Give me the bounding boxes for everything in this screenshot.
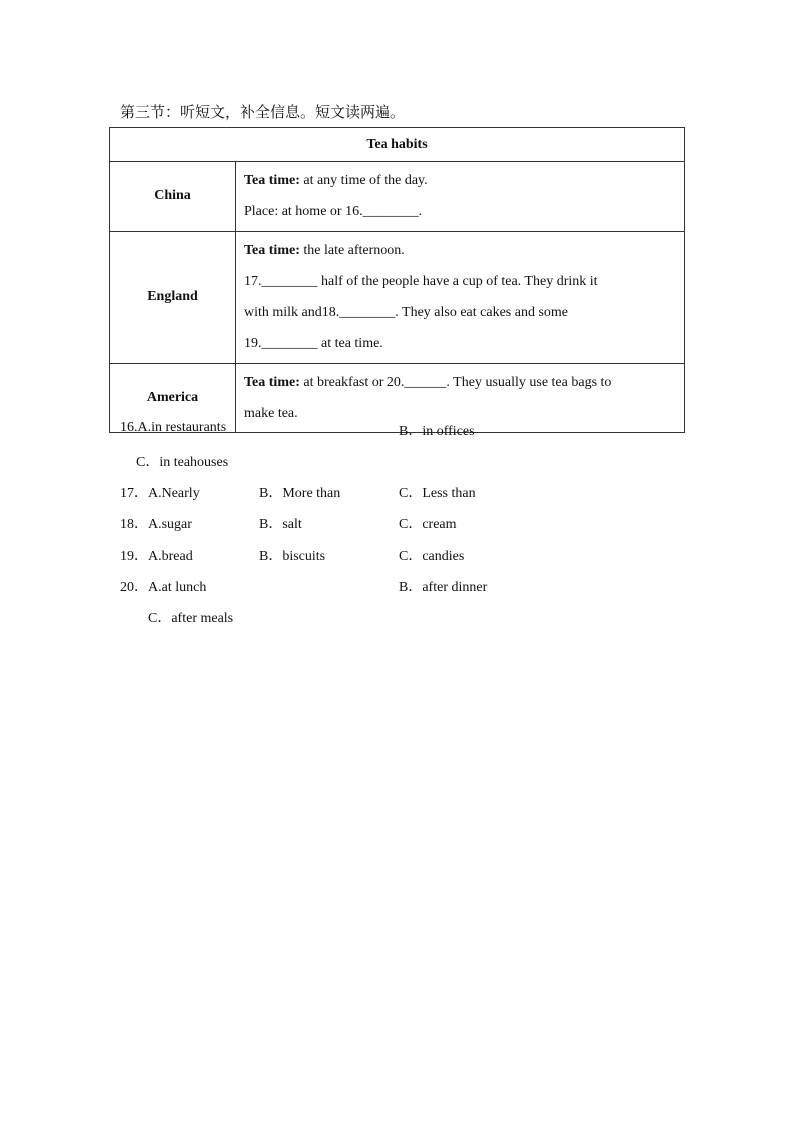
detail-text: make tea. xyxy=(244,406,298,422)
country-cell: China xyxy=(110,162,236,232)
detail-text: the late afternoon. xyxy=(299,242,405,258)
option-19-c: C．candies xyxy=(399,549,465,564)
option-16-a: 16.A.in restaurants xyxy=(120,420,227,435)
option-18-b: B．salt xyxy=(259,517,302,532)
detail-line xyxy=(244,266,676,297)
option-16-c: C．in teahouses xyxy=(136,455,229,470)
detail-text: with milk and18.________. They also eat cakes and some xyxy=(244,305,569,321)
detail-text: at breakfast or 20.______. They usually use tea bags to xyxy=(299,374,612,390)
option-16-b: B．in offices xyxy=(399,424,475,439)
table-row xyxy=(110,231,685,363)
detail-text: 19.________ at tea time. xyxy=(244,336,383,352)
detail-line xyxy=(244,297,676,328)
country-cell: America xyxy=(110,363,236,433)
detail-cell xyxy=(236,231,685,363)
tea-time-label: Tea time: xyxy=(244,173,300,188)
detail-line xyxy=(244,196,676,227)
detail-line xyxy=(244,235,676,266)
option-17-c: C．Less than xyxy=(399,486,476,501)
detail-text: Place: at home or 16.________. xyxy=(244,204,423,220)
option-19-a: 19．A.bread xyxy=(120,549,193,564)
tea-habits-table xyxy=(109,127,685,433)
option-19-b: B．biscuits xyxy=(259,549,326,564)
detail-line xyxy=(244,328,676,359)
tea-time-label: Tea time: xyxy=(244,374,300,390)
section-title: 第三节：听短文，补全信息。短文读两遍。 xyxy=(120,103,406,121)
option-18-c: C．cream xyxy=(399,517,457,532)
option-20-a: 20．A.at lunch xyxy=(120,580,207,595)
option-18-a: 18．A.sugar xyxy=(120,517,192,532)
option-20-c: C．after meals xyxy=(148,611,234,626)
option-17-b: B．More than xyxy=(259,486,341,501)
option-20-b: B．after dinner xyxy=(399,580,488,595)
option-17-a: 17．A.Nearly xyxy=(120,486,200,501)
detail-cell xyxy=(236,162,685,232)
country-cell: England xyxy=(110,231,236,363)
detail-text: 17.________ half of the people have a cup of tea. They drink it xyxy=(244,273,598,289)
detail-line xyxy=(244,165,676,196)
table-title: Tea habits xyxy=(110,128,685,162)
tea-time-label: Tea time: xyxy=(244,242,300,258)
detail-text: at any time of the day. xyxy=(299,173,428,188)
detail-line xyxy=(244,367,676,398)
table-row xyxy=(110,162,685,232)
